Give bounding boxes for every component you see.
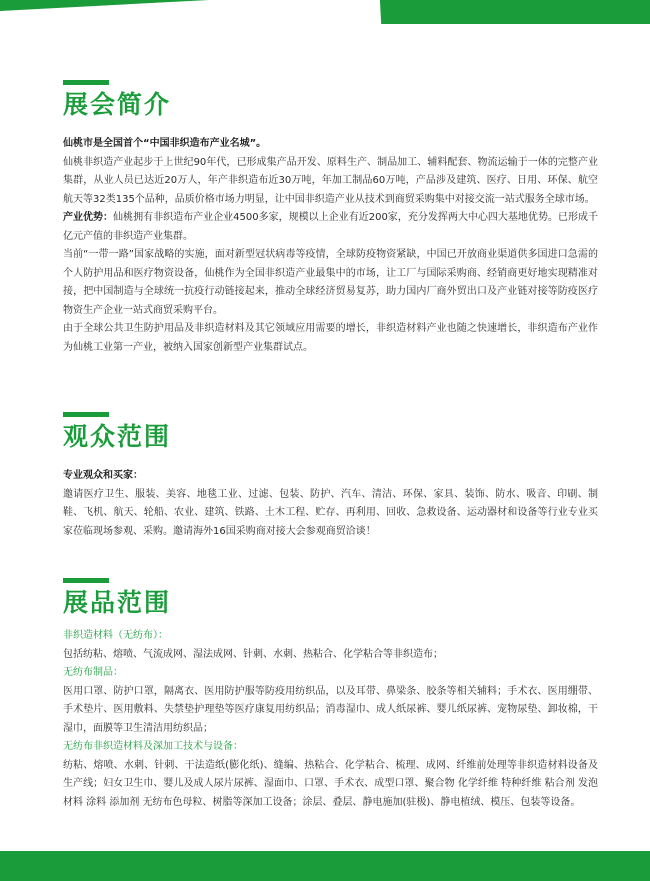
heading-accent-bar [63, 578, 109, 583]
intro-paragraph-2 [63, 209, 598, 246]
exhibits-heading: 展品范围 [63, 588, 172, 617]
audience-text: 邀请医疗卫生、服装、美容、地毯工业、过滤、包装、防护、汽车、清洁、环保、家具、装饰、防水、吸音、印刷、制鞋、飞机、航天、轮船、农业、建筑、铁路、土木工程、贮存、再利用、回收、急救设备、运动器材和设备等行业专业买家莅临现场参观、采购。邀请海外16国采购商对接大会参观商贸洽谈！ [63, 488, 598, 537]
intro-lead: 仙桃市是全国首个“中国非织造布产业名城”。 [63, 138, 267, 149]
intro-heading: 展会简介 [63, 90, 172, 119]
heading-accent-bar [63, 412, 109, 417]
intro-paragraph-3: 当前“一带一路”国家战略的实施，面对新型冠状病毒等疫情，全球防疫物资紧缺，中国已开放商业渠道供多国进口急需的个人防护用品和医疗物资设备，仙桃作为全国非织造产业最集中的市场，让工厂与国际采购商、经销商更好地实现精准对接，把中国制造与全球统一抗疫行动链接起来，推动全球经济贸易复苏，助力国内厂商外贸出口及产业链对接等防疫医疗物资生产企业一站式商贸采购平台。 [63, 249, 598, 316]
exhibit-category-text: 纺粘、熔喷、水刺、针刺、干法造纸(膨化纸)、缝编、热粘合、化学粘合、梳理、成网、纤维前处理等非织造材料设备及生产线；妇女卫生巾、婴儿及成人尿片尿裤、湿面巾、口罩、手术衣、成型口罩、聚合物 化学纤维 特种纤维 粘合剂 发泡材料 涂料 添加剂 无纺布色母粒、树脂等深加工设备；涂层、叠层、静电施加(驻极)、静电植绒、模压、包装等设备。 [63, 759, 598, 808]
bottom-decorative-band [0, 851, 650, 881]
audience-heading: 观众范围 [63, 422, 172, 451]
top-decorative-band [0, 0, 650, 24]
audience-label: 专业观众和买家： [63, 470, 143, 481]
heading-accent-bar [63, 80, 109, 85]
exhibit-category-label: 非织造材料（无纺布）： [63, 630, 168, 641]
intro-paragraph-4: 由于全球公共卫生防护用品及非织造材料及其它领域应用需要的增长，非织造材料产业也随之快速增长，非织造布产业作为仙桃工业第一产业，被纳入国家创新型产业集群试点。 [63, 323, 598, 353]
exhibit-category-text: 包括纺粘、熔喷、气流成网、湿法成网、针刺、水刺、热粘合、化学粘合等非织造布； [63, 648, 443, 660]
exhibit-category-label: 无纺布制品： [63, 667, 123, 678]
exhibit-category-label: 无纺布非织造材料及深加工技术与设备： [63, 741, 243, 752]
exhibit-category-text: 医用口罩、防护口罩，隔离衣、医用防护服等防疫用纺织品，以及耳带、鼻梁条、胶条等相关辅料；手术衣、医用绷带、手术垫片、医用敷料、失禁垫护理垫等医疗康复用纺织品；消毒湿巾、成人纸尿裤、婴儿纸尿裤、宠物尿垫、卸妆棉，干湿巾，面膜等卫生清洁用纺织品； [63, 685, 598, 734]
section-audience [63, 412, 598, 541]
advantage-label: 产业优势： [63, 212, 114, 223]
section-exhibits [63, 578, 598, 812]
section-intro [63, 80, 598, 357]
intro-paragraph-1: 仙桃非织造产业起步于上世纪90年代，已形成集产品开发、原料生产、制品加工、辅料配套、物流运输于一体的完整产业集群，从业人员已达近20万人，年产非织造布近30万吨，年加工制品60万吨，产品涉及建筑、医疗、日用、环保、航空航天等32类135个品种，品质价格市场力明显，让中国非织造产业从技术到商贸采购集中对接交流一站式服务全球市场。 [63, 156, 598, 205]
advantage-text: 仙桃拥有非织造布产业企业4500多家，规模以上企业有近200家，充分发挥两大中心四大基地优势。已形成千亿元产值的非织造产业集群。 [63, 212, 598, 242]
